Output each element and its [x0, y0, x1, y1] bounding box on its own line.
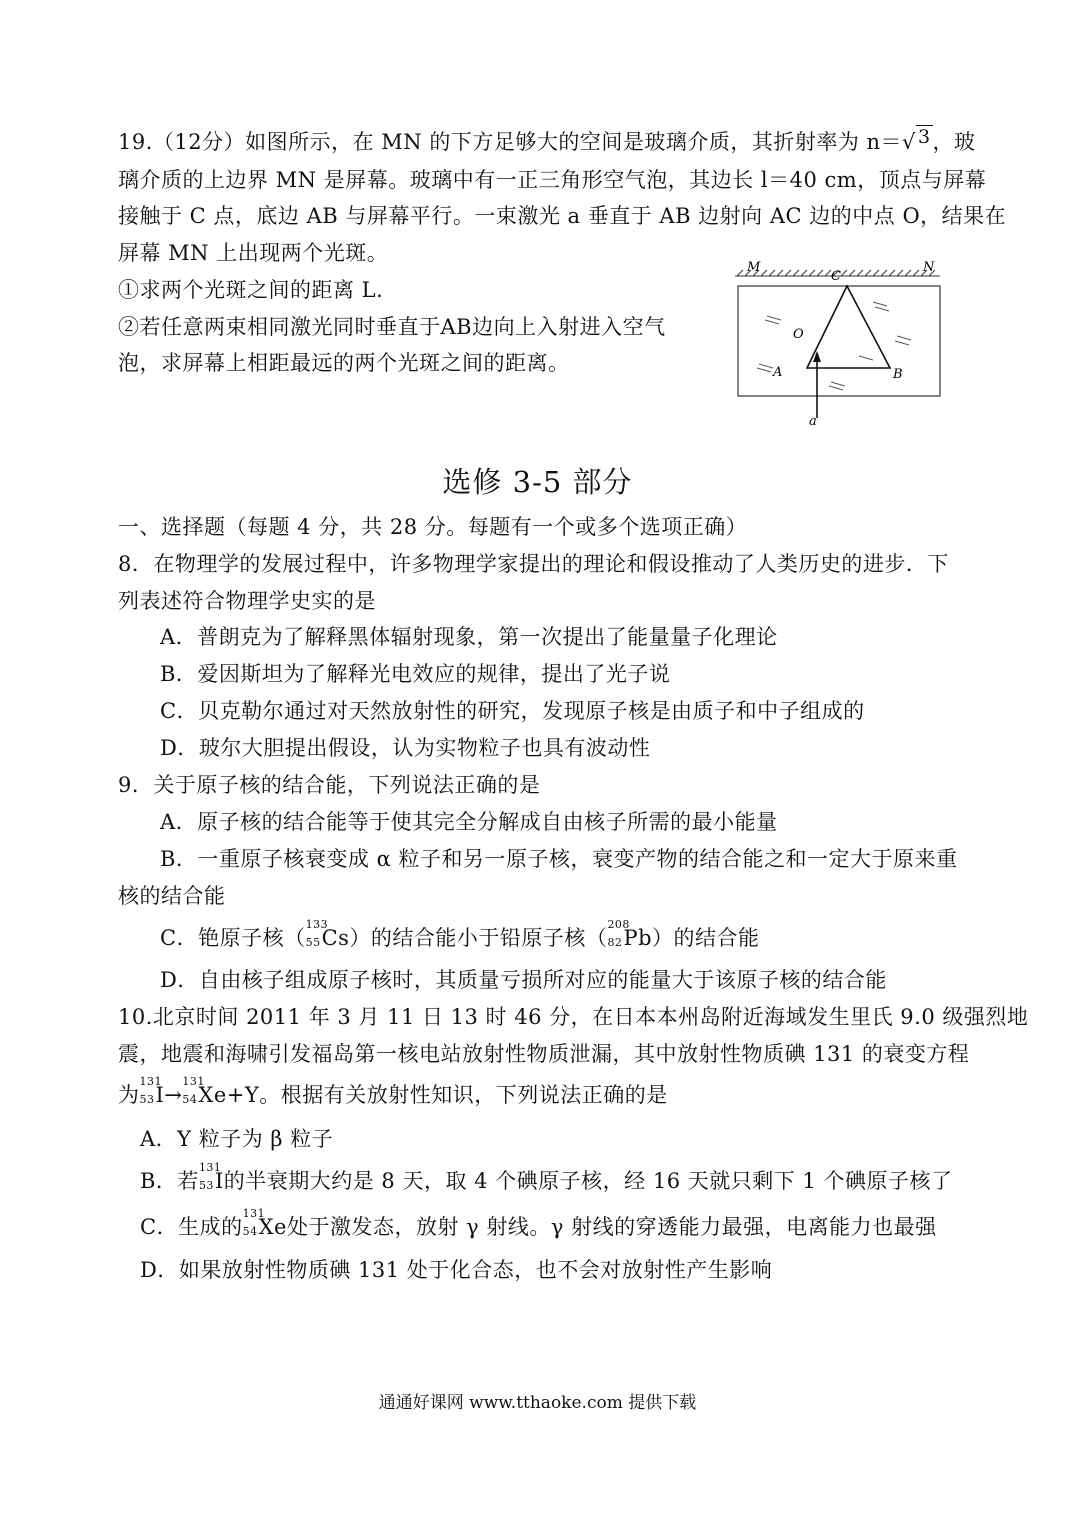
q9-option-d: D．自由核子组成原子核时，其质量亏损所对应的能量大于该原子核的结合能	[160, 968, 887, 992]
q10-stem-3: 为 131 53 I→ 131 54 Xe+Y。根据有关放射性知识，下列说法正确的是	[118, 1080, 668, 1110]
q9-option-b-2: 核的结合能	[118, 884, 226, 908]
xenon-nuclide: 131 54 Xe	[182, 1075, 227, 1107]
q10-stem-1: 10.北京时间 2011 年 3 月 11 日 13 时 46 分，在日本本州岛附近海域发生里氏 9.0 级强烈地	[118, 1005, 1029, 1029]
cesium-nuclide: 133 55 Cs	[305, 918, 350, 950]
q9-option-a: A．原子核的结合能等于使其完全分解成自由核子所需的最小能量	[160, 810, 778, 834]
lead-nuclide: 208 82 Pb	[607, 918, 653, 950]
sqrt-expression: √ 3	[902, 126, 931, 154]
q19-text-1a: 19.（12分）如图所示，在 MN 的下方足够大的空间是玻璃介质，其折射率为 n＝	[118, 130, 903, 154]
q10-option-c: C．生成的 131 54 Xe处于激发态，放射 γ 射线。γ 射线的穿透能力最强，电离能力也最强	[140, 1212, 937, 1242]
glass-triangle-figure	[735, 258, 950, 433]
q19-text-1b: ，玻	[932, 130, 976, 154]
xenon-nuclide-c: 131 54 Xe	[242, 1207, 287, 1239]
q19-subquestion-2b: 泡，求屏幕上相距最远的两个光斑之间的距离。	[118, 351, 570, 375]
q10-option-d: D．如果放射性物质碘 131 处于化合态，也不会对放射性产生影响	[140, 1258, 773, 1282]
q19-line-1	[118, 127, 976, 158]
iodine-nuclide-b: 131 53 I	[198, 1161, 224, 1193]
q9-option-b-1: B．一重原子核衰变成 α 粒子和另一原子核，衰变产物的结合能之和一定大于原来重	[160, 847, 958, 871]
label-N: N	[923, 260, 935, 275]
label-B: B	[893, 367, 903, 382]
q9-option-c: C．铯原子核（ 133 55 Cs）的结合能小于铅原子核（ 208 82 Pb）的结合能	[160, 923, 760, 953]
iodine-nuclide: 131 53 I	[139, 1075, 165, 1107]
label-O: O	[793, 327, 804, 342]
q8-option-d: D．玻尔大胆提出假设，认为实物粒子也具有波动性	[160, 736, 651, 760]
label-M: M	[747, 260, 761, 275]
q10-option-b: B．若 131 53 I的半衰期大约是 8 天，取 4 个碘原子核，经 16 天就只剩下 1 个碘原子核了	[140, 1166, 952, 1196]
q19-subquestion-1: ①求两个光斑之间的距离 L.	[118, 278, 384, 302]
q19-line-2: 璃介质的上边界 MN 是屏幕。玻璃中有一正三角形空气泡，其边长 l＝40 cm，顶点与屏幕	[118, 168, 987, 192]
air-bubble-triangle	[807, 286, 890, 368]
section-title: 选修 3-5 部分	[442, 465, 633, 499]
q19-subquestion-2a: ②若任意两束相同激光同时垂直于AB边向上入射进入空气	[118, 315, 666, 339]
label-a: a	[809, 414, 817, 429]
q8-option-a: A．普朗克为了解释黑体辐射现象，第一次提出了能量量子化理论	[160, 625, 778, 649]
q19-line-4: 屏幕 MN 上出现两个光斑。	[118, 241, 389, 265]
q8-stem-2: 列表述符合物理学史实的是	[118, 589, 376, 613]
part1-heading: 一、选择题（每题 4 分，共 28 分。每题有一个或多个选项正确）	[118, 515, 748, 539]
q19-line-3: 接触于 C 点，底边 AB 与屏幕平行。一束激光 a 垂直于 AB 边射向 AC 边的中点 O，结果在	[118, 204, 1007, 228]
page-footer: 通通好课网 www.tthaoke.com 提供下载	[378, 1393, 697, 1413]
q8-stem-1: 8．在物理学的发展过程中，许多物理学家提出的理论和假设推动了人类历史的进步．下	[118, 552, 949, 576]
label-C: C	[831, 269, 841, 284]
label-A: A	[773, 365, 783, 380]
q10-stem-2: 震，地震和海啸引发福岛第一核电站放射性物质泄漏，其中放射性物质碘 131 的衰变方程	[118, 1042, 970, 1066]
q10-option-a: A．Y 粒子为 β 粒子	[140, 1127, 334, 1151]
q9-stem: 9．关于原子核的结合能，下列说法正确的是	[118, 773, 541, 797]
q8-option-b: B．爱因斯坦为了解释光电效应的规律，提出了光子说	[160, 662, 671, 686]
q8-option-c: C．贝克勒尔通过对天然放射性的研究，发现原子核是由质子和中子组成的	[160, 699, 865, 723]
